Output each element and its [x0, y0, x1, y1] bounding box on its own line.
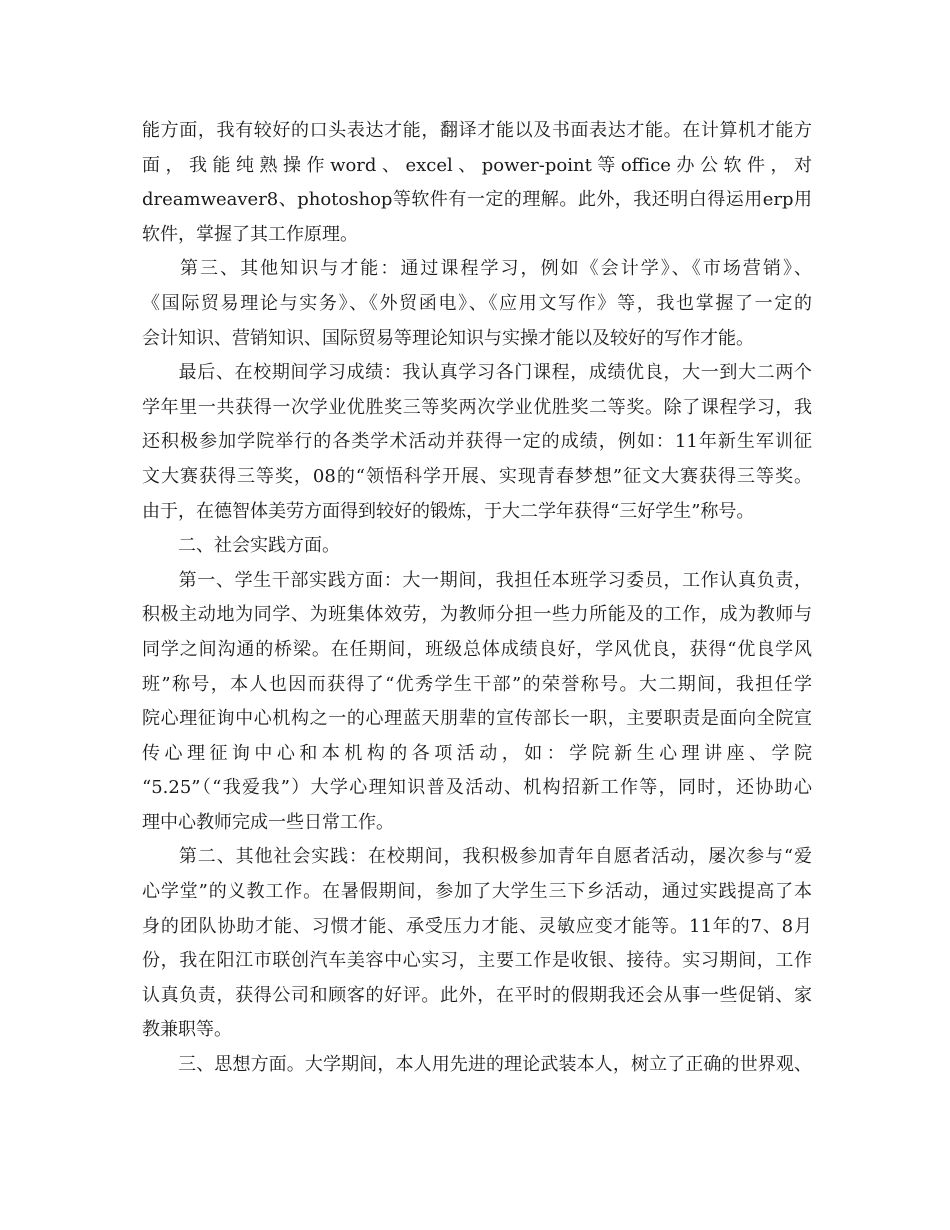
text-line: [142, 737, 812, 772]
text-line: [142, 114, 812, 149]
text-line: [142, 979, 812, 1014]
line-text: 理中心教师完成一些日常工作。: [142, 811, 394, 833]
text-line: [142, 598, 812, 633]
text-line: [142, 425, 812, 460]
text-line: [142, 771, 812, 806]
text-line: [142, 702, 812, 737]
line-text: 最后、在校期间学习成绩：我认真学习各门课程，成绩优良，大一到大二两个: [178, 362, 812, 384]
text-line: [142, 287, 812, 322]
line-text: 三、思想方面。大学期间，本人用先进的理论武装本人，树立了正确的世界观、: [178, 1054, 812, 1076]
paragraph-first-line: [142, 252, 812, 287]
text-line: [142, 668, 812, 703]
text-line: [142, 1013, 812, 1048]
line-text: 积极主动地为同学、为班集体效劳，为教师分担一些力所能及的工作，成为教师与: [142, 604, 812, 626]
text-line: [142, 806, 812, 841]
line-text: 面，我能纯熟操作word、excel、power-point等office办公软件，对: [142, 154, 812, 176]
line-text: 份，我在阳江市联创汽车美容中心实习，主要工作是收银、接待。实习期间，工作: [142, 950, 812, 972]
text-line: [142, 633, 812, 668]
line-text: 教兼职等。: [142, 1019, 232, 1041]
line-text: 心学堂”的义教工作。在暑假期间，参加了大学生三下乡活动，通过实践提高了本: [142, 881, 812, 903]
line-text: 院心理征询中心机构之一的心理蓝天朋辈的宣传部长一职，主要职责是面向全院宣: [142, 708, 812, 730]
document-body: [142, 114, 812, 1083]
paragraph-first-line: [142, 1048, 812, 1083]
text-line: [142, 322, 812, 357]
line-text: 第三、其他知识与才能：通过课程学习，例如《会计学》、《市场营销》、: [178, 258, 812, 280]
line-text: 第二、其他社会实践：在校期间，我积极参加青年自愿者活动，屡次参与“爱: [178, 846, 812, 868]
line-text: 身的团队协助才能、习惯才能、承受压力才能、灵敏应变才能等。11年的7、8月: [142, 915, 812, 937]
paragraph-first-line: [142, 529, 812, 564]
line-text: 班”称号，本人也因而获得了“优秀学生干部”的荣誉称号。大二期间，我担任学: [142, 673, 812, 695]
text-line: [142, 495, 812, 530]
line-text: 会计知识、营销知识、国际贸易等理论知识与实操才能以及较好的写作才能。: [142, 327, 754, 349]
text-line: [142, 218, 812, 253]
text-line: [142, 460, 812, 495]
text-line: [142, 944, 812, 979]
paragraph-first-line: [142, 564, 812, 599]
line-text: 二、社会实践方面。: [178, 535, 340, 557]
line-text: 能方面，我有较好的口头表达才能，翻译才能以及书面表达才能。在计算机才能方: [142, 120, 812, 141]
text-line: [142, 183, 812, 218]
line-text: 同学之间沟通的桥梁。在任期间，班级总体成绩良好，学风优良，获得“优良学风: [142, 638, 812, 660]
line-text: 还积极参加学院举行的各类学术活动并获得一定的成绩，例如：11年新生军训征: [142, 431, 812, 453]
line-text: 由于，在德智体美劳方面得到较好的锻炼，于大二学年获得“三好学生”称号。: [142, 500, 755, 522]
text-line: [142, 391, 812, 426]
line-text: “5.25”（“我爱我”）大学心理知识普及活动、机构招新工作等，同时，还协助心: [142, 777, 812, 799]
paragraph-first-line: [142, 356, 812, 391]
line-text: 第一、学生干部实践方面：大一期间，我担任本班学习委员，工作认真负责，: [178, 569, 812, 591]
line-text: 传心理征询中心和本机构的各项活动，如：学院新生心理讲座、学院: [142, 742, 812, 764]
line-text: 学年里一共获得一次学业优胜奖三等奖两次学业优胜奖二等奖。除了课程学习，我: [142, 396, 812, 418]
paragraph-first-line: [142, 840, 812, 875]
line-text: 软件，掌握了其工作原理。: [142, 223, 358, 245]
text-line: [142, 910, 812, 945]
text-line: [142, 149, 812, 184]
line-text: 认真负责，获得公司和顾客的好评。此外，在平时的假期我还会从事一些促销、家: [142, 984, 812, 1006]
line-text: dreamweaver8、photoshop等软件有一定的理解。此外，我还明白得运用erp用: [142, 189, 812, 211]
line-text: 《国际贸易理论与实务》、《外贸函电》、《应用文写作》等，我也掌握了一定的: [142, 292, 812, 314]
line-text: 文大赛获得三等奖，08的“领悟科学开展、实现青春梦想”征文大赛获得三等奖。: [142, 465, 812, 487]
text-line: [142, 875, 812, 910]
